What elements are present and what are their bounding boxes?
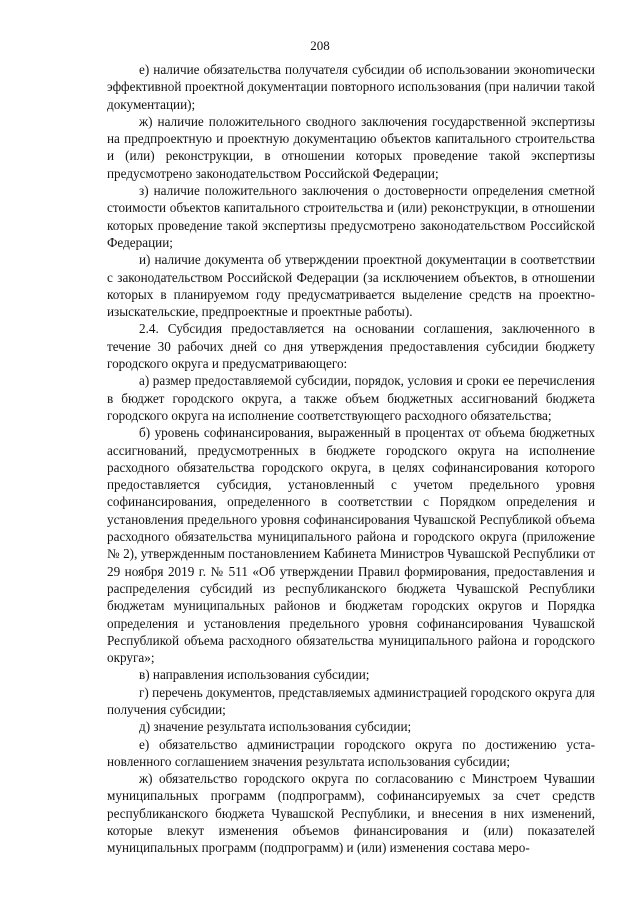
paragraph-zh-state-expertise: ж) наличие положительного сводного заключения государственной экспертизы на предпроектную и проектную документацию объектов капитального строительства и (или) реконструкции, в отношении которых проведение такой экспертизы предусмотрено законодательством Российской Федерации; (107, 113, 595, 181)
paragraph-i-project-approval: и) наличие документа об утверждении проектной документации в соответствии с законодательством Российской Федерации (за исключением объектов, в отношении которых в планируемом году предусматривается выделение средств на проектно-изыскательские, предпроектные и проектные работы). (107, 252, 595, 320)
paragraph-b-cofinancing-level: б) уровень софинансирования, выраженный в процентах от объема бюджетных ассигнований, предусмотренных в бюджете городского округа на исполнение расходного обязательства городского округа, в целях софинансирования которого предоставляется субсидия, установленный с учетом предельного уровня софинансирования, определенного в соответствии с Порядком определения и установления предельного уровня софинансирования Чувашской Республикой объема расходного обязательства муниципального района и городского округа (приложение № 2), утвержденным постановлением Кабинета Министров Чувашской Республики от 29 ноября 2019 г. № 511 «Об утверждении Правил формирования, предоставления и распределения субсидий из республиканского бюджета Чувашской Республики бюджетам муниципальных районов и бюджетам городских округов и Порядка определения и установления предельного уровня софинансирования Чувашской Республикой объема расходного обязательства муниципального района и городского округа»; (107, 425, 595, 666)
page-number: 208 (310, 38, 330, 53)
paragraph-zh-program-coordination: ж) обязательство городского округа по согласованию с Минстроем Чувашии муниципальных программ (подпрограмм), софинансируемых за счет средств республиканского бюджета Чувашской Республики, и внесения в них изменений, которые влекут изменения объемов финансирования и (или) показателей муниципальных программ (подпрограмм) и (или) изменения состава меро- (107, 771, 595, 856)
paragraph-g-documents-list: г) перечень документов, представляемых администрацией городского округа для получения субсидии; (107, 684, 595, 717)
paragraph-e-result-obligation: е) обязательство администрации городского округа по достижению установленного соглашением значения результата использования субсидии; (107, 736, 595, 769)
paragraph-d-result-value: д) значение результата использования субсидии; (139, 719, 412, 735)
paragraph-2-4-agreement: 2.4. Субсидия предоставляется на основании соглашения, заключенного в течение 30 рабочих дней со дня утверждения предоставления субсидии бюджету городского округа и предусматривающего: (107, 321, 595, 372)
paragraph-e-economic-documentation: е) наличие обязательства получателя субсидии об использовании эконоmически эффективной проектной документации повторного использования (при наличии такой документации); (107, 62, 595, 112)
document-body (107, 61, 595, 857)
paragraph-a-subsidy-amount: а) размер предоставляемой субсидии, порядок, условия и сроки ее перечисления в бюджет городского округа, а также объем бюджетных ассигнований бюджета городского округа на исполнение соответствующего расходного обязательства; (107, 373, 595, 423)
paragraph-v-usage-directions: в) направления использования субсидии; (139, 667, 370, 683)
paragraph-z-cost-reliability: з) наличие положительного заключения о достоверности определения сметной стоимости объектов капитального строительства и (или) реконструкции, в отношении которых проведение такой экспертизы предусмотрено законодательством Российской Федерации; (107, 183, 595, 250)
